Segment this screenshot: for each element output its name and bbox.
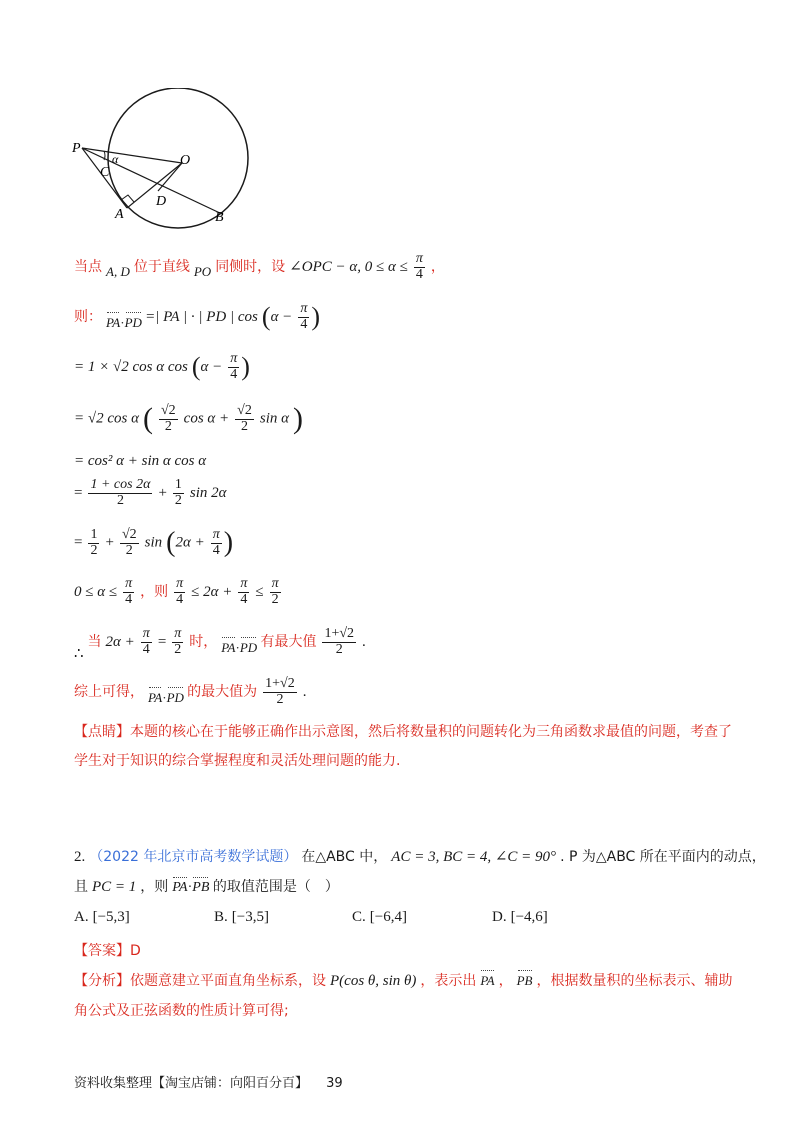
option-a[interactable]: A. [−5,3] (74, 909, 130, 925)
label-d: D (156, 194, 167, 209)
solution-step-6: = $\frac{1}{2}$ + $\frac{√2}{2}$ sin (2α + $\frac{\pi}{4}$ ) (74, 526, 234, 558)
footer-text: 资料收集整理【淘宝店铺：向阳百分百】 (74, 1076, 309, 1091)
page-number: 39 (326, 1076, 343, 1091)
solution-line-2: 则： $_{PA\cdot PD}$ =| PA | · | PD | cos (α − $\frac{\pi}{4}$ ) (74, 301, 320, 332)
solution-therefore: ∴ 当 2α + $\frac{\pi}{4}$ = $\frac{\pi}{2}$ 时， $_{PA\cdot PD}$ 有最大值 $\frac{1+√2}{2}$ . (74, 626, 366, 662)
line-ao (127, 163, 182, 208)
solution-step-2: = 1 × √2 cos α cos (α − $\frac{\pi}{4}$ ) (74, 351, 250, 382)
circle-figure (60, 88, 260, 233)
footer (74, 1072, 343, 1091)
solution-summary: 综上可得， $_{PA\cdot PD}$ 的最大值为 $\frac{1+√2}{2}$ . (74, 676, 307, 707)
comment-paragraph: 【点睛】本题的核心在于能够正确作出示意图，然后将数量积的问题转化为三角函数求最值的问题，考查了学生对于知识的综合掌握程度和灵活处理问题的能力. (74, 724, 732, 769)
option-d[interactable]: D. [−4,6] (492, 909, 548, 925)
solution-step-5: = $\frac{1 + \cos 2\alpha}{2}$ + $\frac{1}{2}$ sin 2α (74, 477, 227, 508)
label-o: O (180, 153, 191, 168)
solution-step-3: = √2 cos α ( $\frac{√2}{2}$ cos α + $\frac{√2}{2}$ sin α ) (74, 402, 303, 435)
solution-step-4: = cos² α + sin α cos α (74, 453, 207, 469)
analysis-line-2: 角公式及正弦函数的性质计算可得; (74, 1003, 289, 1019)
option-c[interactable]: C. [−6,4] (352, 909, 407, 925)
solution-range: 0 ≤ α ≤ $\frac{\pi}{4}$ ，则 $\frac{\pi}{4}$ ≤ 2α + $\frac{\pi}{4}$ ≤ $\frac{\pi}{2}$ (74, 576, 279, 607)
answer-tag: 【答案】D (74, 943, 141, 959)
option-b[interactable]: B. [−3,5] (214, 909, 269, 925)
analysis-line-1: 【分析】依题意建立平面直角坐标系，设 P(cos θ, sin θ) ，表示出 PA ， PB ，根据数量积的坐标表示、辅助 (74, 973, 733, 989)
label-c: C (100, 165, 110, 180)
angle-arc (104, 151, 105, 160)
label-b: B (215, 210, 224, 225)
problem-2-line-1: 2. （2022 年北京市高考数学试题） 在△ABC 中， AC = 3, BC = 4, ∠C = 90° . P 为△ABC 所在平面内的动点， (74, 849, 766, 865)
problem-2-line-2: 且 PC = 1 ，则 PA·PB 的取值范围是（ ） (74, 879, 339, 895)
solution-line-1: 当点 $_{A, D}$ 位于直线 $_{PO}$ 同侧时，设 ∠OPC − α, 0 ≤ α ≤ $\frac{\pi}{4}$ ， (74, 251, 445, 282)
label-a: A (115, 207, 124, 222)
label-p: P (72, 141, 81, 156)
line-od (158, 163, 182, 191)
label-alpha: α (112, 152, 119, 166)
